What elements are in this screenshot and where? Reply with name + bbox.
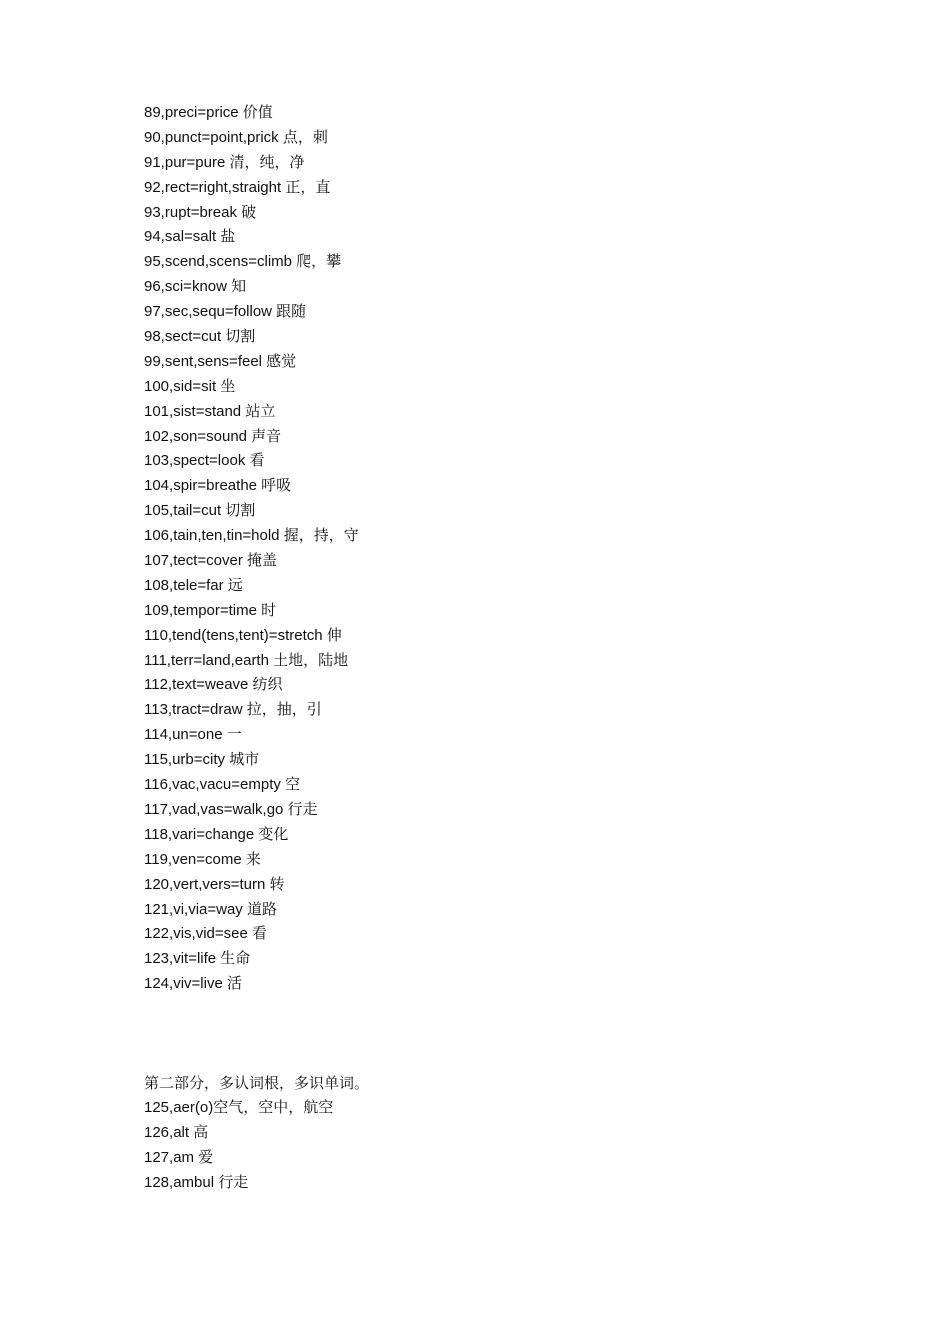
root-word-list-part-two <box>144 1071 369 1195</box>
list-item: 90,punct=point,prick 点，刺 <box>144 128 328 146</box>
list-item: 127,am 爱 <box>144 1148 214 1166</box>
list-item: 113,tract=draw 拉，抽，引 <box>144 701 322 719</box>
section-heading: 第二部分，多认词根，多识单词。 <box>144 1074 370 1092</box>
list-item: 96,sci=know 知 <box>144 278 247 296</box>
list-item: 98,sect=cut 切割 <box>144 328 256 346</box>
list-item: 89,preci=price 价值 <box>144 104 273 121</box>
list-item: 92,rect=right,straight 正，直 <box>144 178 331 196</box>
list-item: 128,ambul 行走 <box>144 1173 249 1191</box>
list-item: 110,tend(tens,tent)=stretch 伸 <box>144 626 342 644</box>
list-item: 104,spir=breathe 呼吸 <box>144 477 292 495</box>
list-item: 122,vis,vid=see 看 <box>144 925 267 943</box>
list-item: 103,spect=look 看 <box>144 452 265 470</box>
list-item: 114,un=one 一 <box>144 726 242 744</box>
list-item: 126,alt 高 <box>144 1123 209 1141</box>
list-item: 125,aer(o)空气，空中，航空 <box>144 1098 334 1116</box>
list-item: 117,vad,vas=walk,go 行走 <box>144 800 318 818</box>
list-item: 116,vac,vacu=empty 空 <box>144 776 301 794</box>
list-item: 112,text=weave 纺织 <box>144 676 283 694</box>
list-item: 124,viv=live 活 <box>144 975 242 993</box>
list-item: 97,sec,sequ=follow 跟随 <box>144 303 307 321</box>
list-item: 95,scend,scens=climb 爬，攀 <box>144 253 342 271</box>
list-item: 91,pur=pure 清，纯，净 <box>144 153 305 171</box>
list-item: 102,son=sound 声音 <box>144 427 282 445</box>
list-item: 100,sid=sit 坐 <box>144 377 236 395</box>
list-item: 94,sal=salt 盐 <box>144 228 236 246</box>
root-word-list-part-one <box>144 101 359 997</box>
list-item: 118,vari=change 变化 <box>144 825 289 843</box>
list-item: 115,urb=city 城市 <box>144 751 260 769</box>
list-item: 99,sent,sens=feel 感觉 <box>144 352 297 370</box>
list-item: 101,sist=stand 站立 <box>144 402 276 420</box>
list-item: 106,tain,ten,tin=hold 握，持，守 <box>144 527 359 545</box>
list-item: 93,rupt=break 破 <box>144 203 257 221</box>
list-item: 119,ven=come 来 <box>144 850 261 868</box>
list-item: 105,tail=cut 切割 <box>144 502 256 520</box>
list-item: 108,tele=far 远 <box>144 576 243 594</box>
list-item: 111,terr=land,earth 土地，陆地 <box>144 651 349 669</box>
list-item: 107,tect=cover 掩盖 <box>144 552 277 570</box>
list-item: 123,vit=life 生命 <box>144 950 251 968</box>
list-item: 121,vi,via=way 道路 <box>144 900 277 918</box>
list-item: 109,tempor=time 时 <box>144 601 277 619</box>
list-item: 120,vert,vers=turn 转 <box>144 875 285 893</box>
